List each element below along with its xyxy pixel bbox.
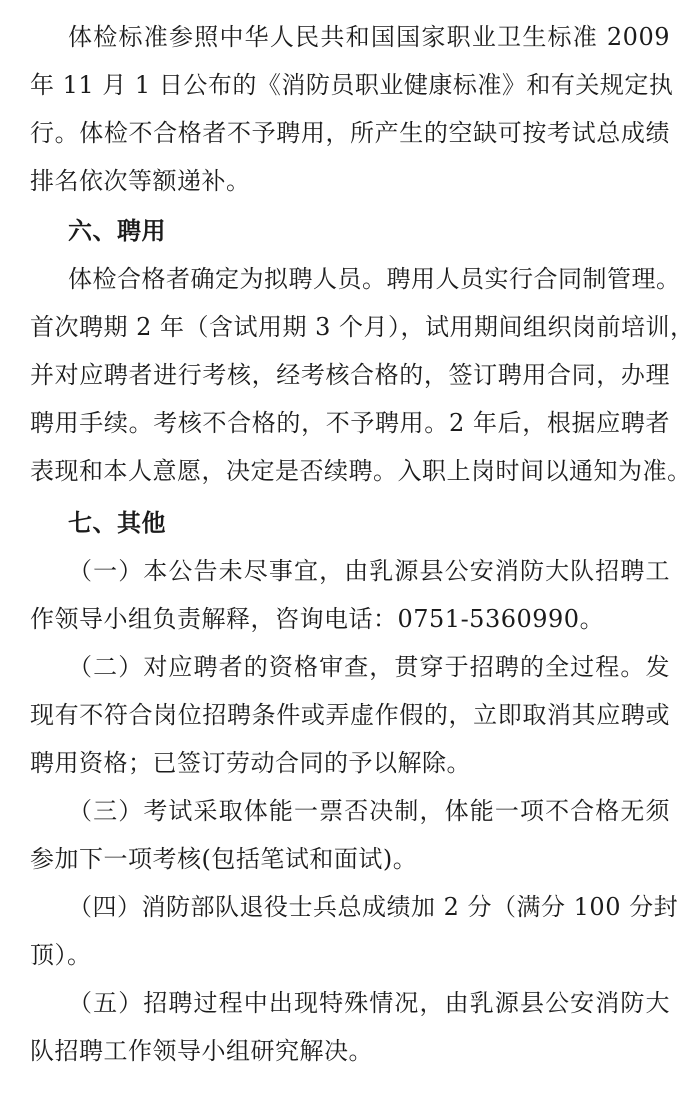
paragraph-line: 并对应聘者进行考核，经考核合格的，签订聘用合同，办理: [30, 361, 670, 389]
paragraph-line: 行。体检不合格者不予聘用，所产生的空缺可按考试总成绩: [30, 119, 670, 147]
paragraph-line: 参加下一项考核(包括笔试和面试)。: [30, 845, 418, 873]
paragraph-line: 队招聘工作领导小组研究解决。: [30, 1037, 373, 1065]
paragraph-line: 聘用资格；已签订劳动合同的予以解除。: [30, 749, 471, 777]
paragraph-line: （一）本公告未尽事宜，由乳源县公安消防大队招聘工: [68, 557, 670, 585]
paragraph-line: 体检合格者确定为拟聘人员。聘用人员实行合同制管理。: [68, 265, 681, 293]
paragraph-line: （三）考试采取体能一票否决制，体能一项不合格无须: [68, 797, 670, 825]
paragraph-line: 排名依次等额递补。: [30, 167, 251, 195]
section-heading-employment: 六、聘用: [68, 216, 166, 245]
paragraph-line: （二）对应聘者的资格审查，贯穿于招聘的全过程。发: [68, 653, 670, 681]
paragraph-line: 顶）。: [30, 941, 92, 969]
paragraph-line: （五）招聘过程中出现特殊情况，由乳源县公安消防大: [68, 989, 670, 1017]
paragraph-line: 表现和本人意愿，决定是否续聘。入职上岗时间以通知为准。: [30, 457, 692, 485]
paragraph-line: （四）消防部队退役士兵总成绩加 2 分（满分 100 分封: [68, 893, 679, 921]
paragraph-line: 作领导小组负责解释，咨询电话：0751-5360990。: [30, 605, 605, 633]
paragraph-line: 年 11 月 1 日公布的《消防员职业健康标准》和有关规定执: [30, 71, 674, 99]
paragraph-line: 首次聘期 2 年（含试用期 3 个月），试用期间组织岗前培训，: [30, 313, 695, 341]
paragraph-line: 现有不符合岗位招聘条件或弄虚作假的，立即取消其应聘或: [30, 701, 670, 729]
section-heading-other: 七、其他: [68, 508, 166, 537]
paragraph-line: 体检标准参照中华人民共和国国家职业卫生标准 2009: [68, 23, 670, 51]
paragraph-line: 聘用手续。考核不合格的，不予聘用。2 年后，根据应聘者: [30, 409, 670, 437]
